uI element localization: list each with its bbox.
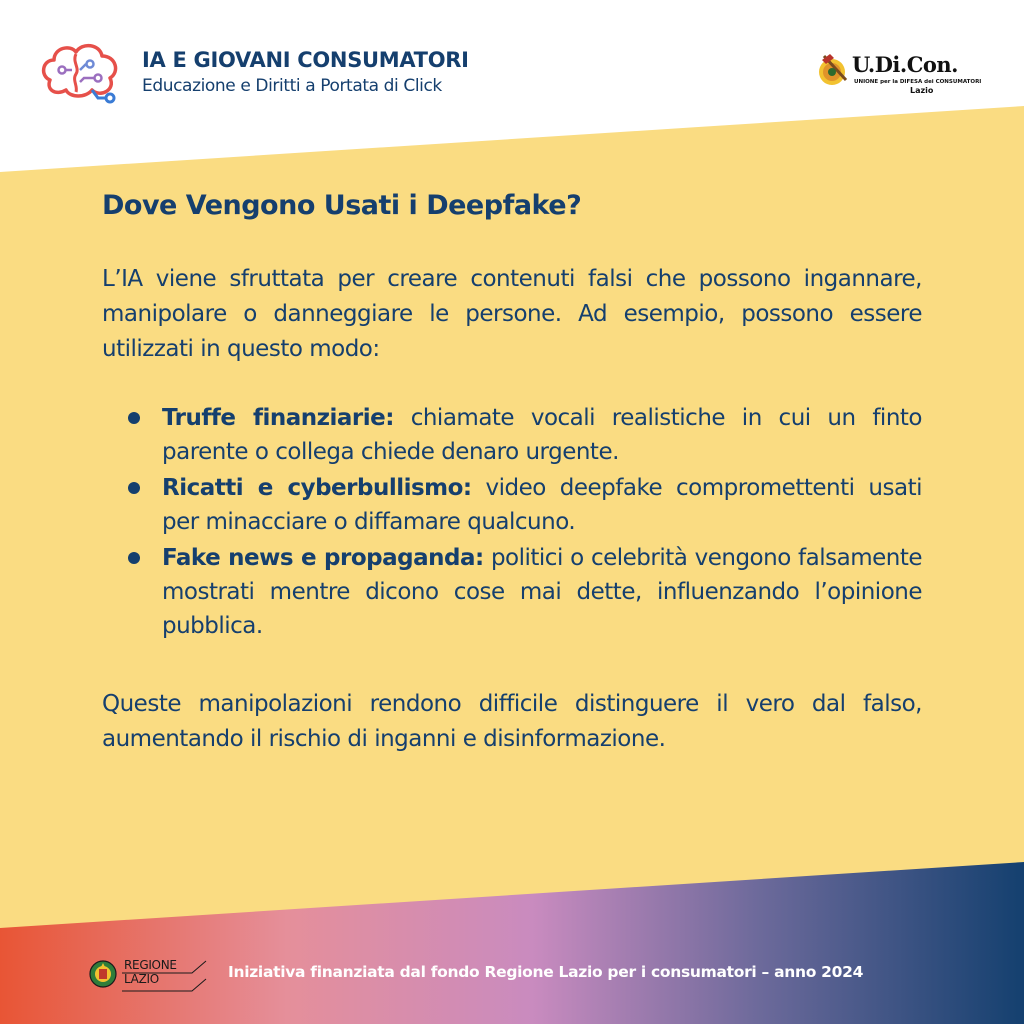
udicon-name: U.Di.Con.	[852, 52, 958, 77]
brand-header	[40, 40, 480, 110]
bullet-text: video deepfake compromettenti usati per minacciare o diffamare qualcuno.	[162, 475, 922, 535]
outro-paragraph: Queste manipolazioni rendono difficile distinguere il vero dal falso, aumentando il rischio di inganni e disinformazione.	[102, 691, 922, 752]
regione-lazio-emblem-icon	[88, 959, 118, 989]
udicon-region: Lazio	[910, 86, 934, 95]
list-item	[102, 471, 922, 539]
bullet-dot-icon	[128, 552, 140, 564]
brand-title: IA E GIOVANI CONSUMATORI	[142, 48, 469, 72]
bullet-dot-icon	[128, 412, 140, 424]
intro-paragraph: L’IA viene sfruttata per creare contenuti falsi che possono ingannare, manipolare o danneggiare le persone. Ad esempio, possono essere utilizzati in questo modo:	[102, 266, 922, 362]
footer-funding-text: Iniziativa finanziata dal fondo Regione Lazio per i consumatori – anno 2024	[228, 963, 864, 981]
bullet-title: Ricatti e cyberbullismo:	[162, 475, 472, 501]
udicon-logo	[816, 48, 984, 98]
main-content	[102, 184, 922, 757]
bullet-text: politici o celebrità vengono falsamente mostrati mentre dicono cose mai dette, influenzando l’opinione pubblica.	[162, 545, 922, 639]
brain-circuit-icon	[40, 40, 124, 104]
page-title: Dove Vengono Usati i Deepfake?	[102, 190, 582, 221]
bullet-dot-icon	[128, 482, 140, 494]
bullet-title: Fake news e propaganda:	[162, 545, 484, 571]
udicon-tagline: UNIONE per la DIFESA dei CONSUMATORI	[854, 79, 982, 85]
brand-subtitle: Educazione e Diritti a Portata di Click	[142, 76, 442, 96]
list-item	[102, 541, 922, 643]
bullet-text: chiamate vocali realistiche in cui un finto parente o collega chiede denaro urgente.	[162, 405, 922, 465]
bullet-title: Truffe finanziarie:	[162, 405, 394, 431]
region-logo-text: REGIONE LAZIO	[124, 958, 177, 986]
regione-lazio-logo	[88, 955, 218, 995]
bullet-list	[102, 401, 922, 643]
udicon-emblem-icon	[816, 50, 856, 90]
list-item	[102, 401, 922, 469]
